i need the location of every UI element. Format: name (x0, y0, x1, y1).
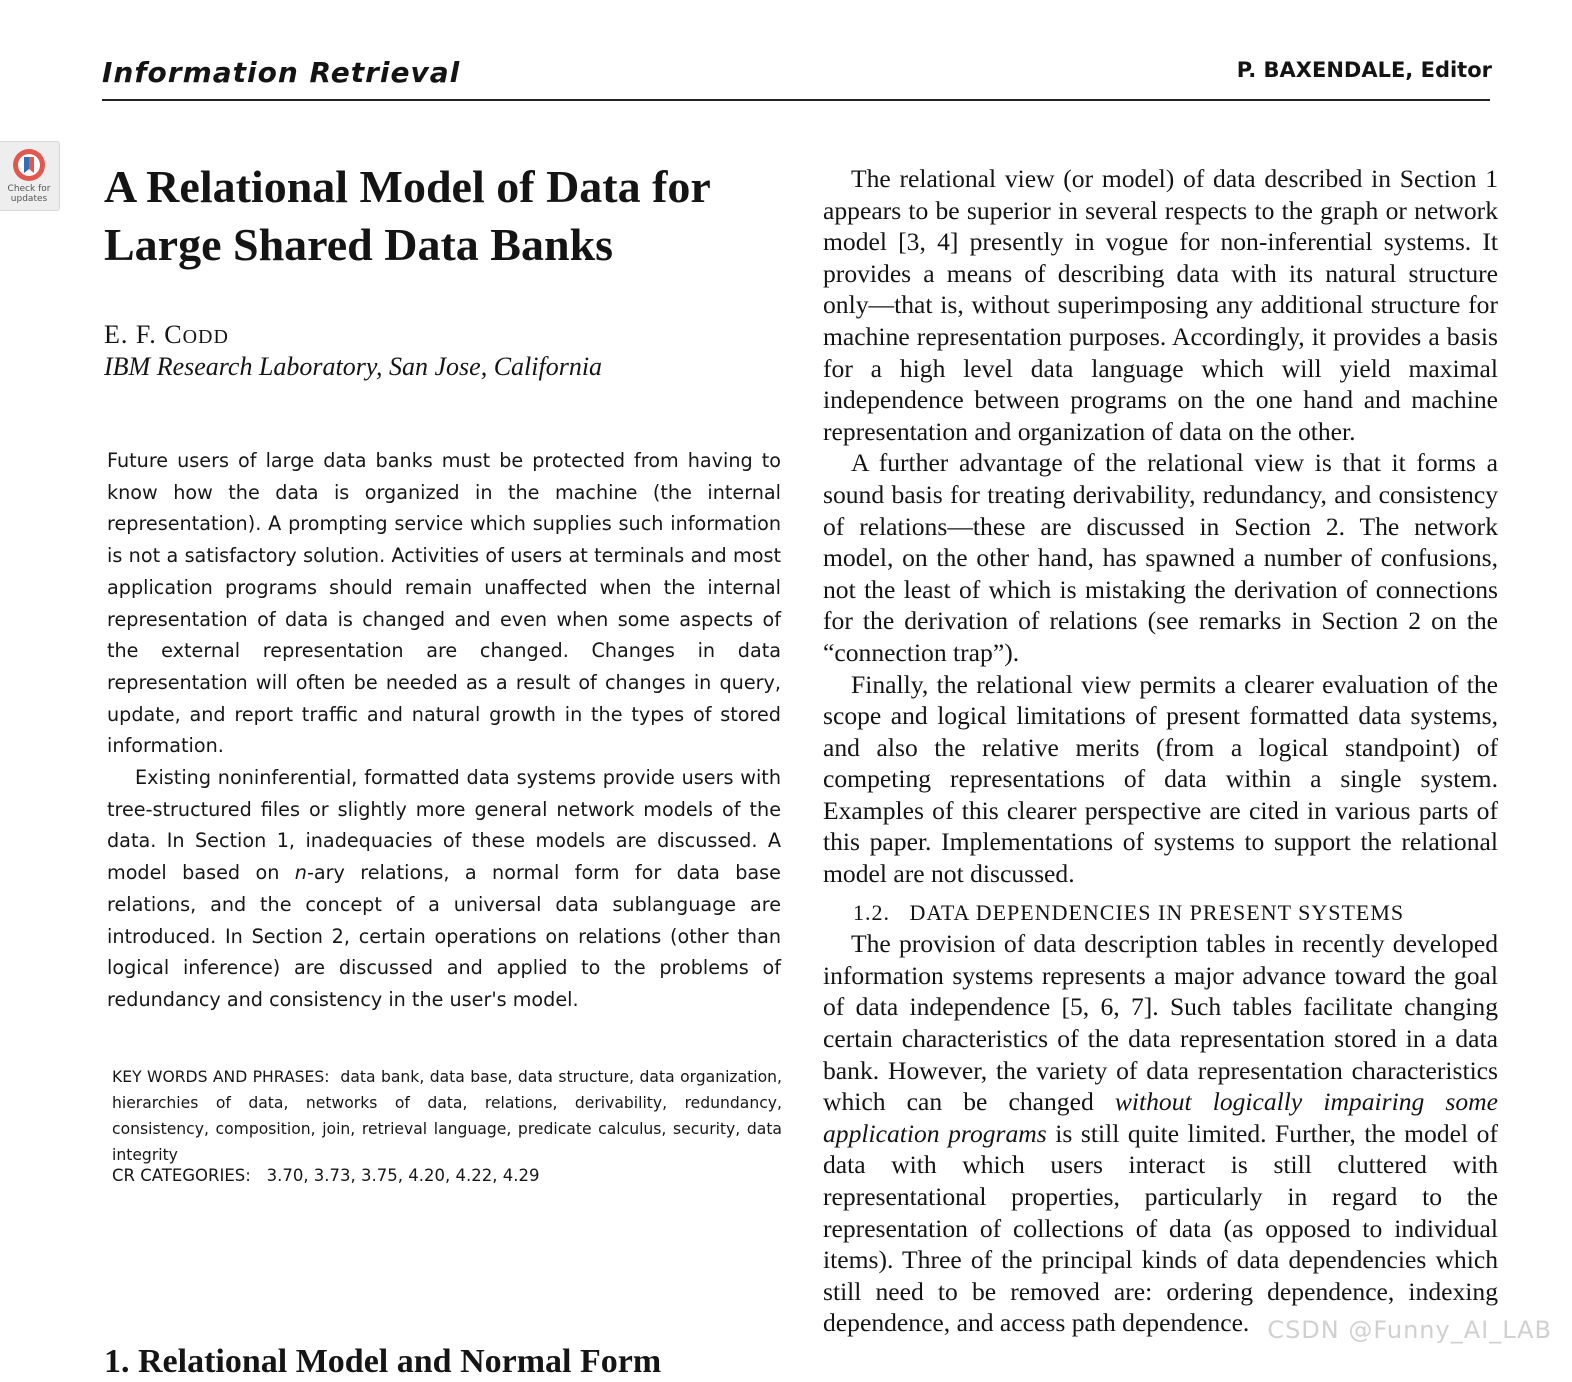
watermark: CSDN @Funny_AI_LAB (1267, 1316, 1552, 1344)
body-paragraph-1: The relational view (or model) of data described in Section 1 appears to be superior in several respects to the graph or network model [3, 4] presently in vogue for non-inferential systems. It provides a means of describing data with its natural structure only—that is, without superimposing any additional structure for machine representation purposes. Accordingly, it provides a basis for a high level data language which will yield maximal independence between programs on the one hand and machine representation and organization of data on the other. (823, 164, 1498, 446)
body-p4-part-1: The provision of data description tables in recently developed information systems represents a major advance toward the goal of data independence [5, 6, 7]. Such tables facilitate changing certain characteristics of the data representation stored in a data bank. However, the variety of data representation characteristics which can be changed (823, 929, 1498, 1117)
author-name-initials: E. F. C (104, 320, 183, 349)
author-name (104, 320, 229, 350)
subsection-title: DATA DEPENDENCIES IN PRESENT SYSTEMS (909, 899, 1405, 925)
abstract-paragraph-1: Future users of large data banks must be protected from having to know how the data is organized in the machine (the internal representation). A prompting service which supplies such information is not a satisfactory solution. Activities of users at terminals and most application programs should remain unaffected when the internal representation of data is changed and even when some aspects of the external representation are changed. Changes in data representation will often be needed as a result of changes in query, update, and report traffic and natural growth in the types of stored information. (107, 449, 781, 758)
abstract-p2-part-1: Existing noninferential, formatted data systems provide users with tree-structured files or slightly more general network models of the data. In Section 1, inadequacies of these models are discussed. A model based on (107, 766, 781, 885)
editor-credit: P. BAXENDALE, Editor (1236, 58, 1492, 82)
body-paragraph-3: Finally, the relational view permits a clearer evaluation of the scope and logical limitations of present formatted data systems, and also the relative merits (from a logical standpoint) of competing representations of data within a single system. Examples of this clearer perspective are cited in various parts of this paper. Implementations of systems to support the relational model are not discussed. (823, 669, 1498, 889)
check-for-updates-label: Check for updates (7, 184, 51, 204)
subsection-heading (853, 897, 1498, 929)
abstract-p2-italic: n (294, 861, 307, 885)
cr-categories-text: 3.70, 3.73, 3.75, 4.20, 4.22, 4.29 (266, 1166, 540, 1185)
paper-title: A Relational Model of Data for Large Shared Data Banks (104, 161, 711, 270)
abstract-paragraph-2 (107, 762, 781, 1016)
body-p4-part-2: is still quite limited. Further, the model of data with which users interact is still cluttered with representational properties, particularly in regard to the representation of collections of data (as opposed to individual items). Three of the principal kinds of data dependencies which still need to be removed are: ordering dependence, indexing dependence, and access path dependence. (823, 1118, 1498, 1338)
subsection-number: 1.2. (853, 899, 890, 925)
body-p4-italic: without logically impairing some application programs (823, 1087, 1498, 1148)
body-paragraph-4 (823, 928, 1498, 1339)
author-affiliation: IBM Research Laboratory, San Jose, California (104, 352, 603, 381)
keywords-block (112, 1064, 782, 1168)
keywords-text: data bank, data base, data structure, data organization, hierarchies of data, networks of data, relations, derivability, redundancy, consistency, composition, join, retrieval language, predicate calculus, security, data integrity (112, 1068, 782, 1164)
check-for-updates-icon (9, 145, 49, 185)
header-divider (102, 99, 1490, 101)
cr-categories-label: CR CATEGORIES: (112, 1166, 251, 1185)
abstract-p2-part-2: -ary relations, a normal form for data base relations, and the concept of a universal data sublanguage are introduced. In Section 2, certain operations on relations (other than logical inference) are discussed and applied to the problems of redundancy and consistency in the user's model. (107, 861, 781, 1011)
section-1-heading: 1. Relational Model and Normal Form (104, 1343, 662, 1380)
keywords-label: KEY WORDS AND PHRASES: (112, 1068, 330, 1086)
author-name-smallcaps: ODD (182, 326, 229, 348)
journal-section-title: Information Retrieval (102, 56, 461, 89)
check-for-updates-button[interactable] (0, 141, 60, 211)
body-text-column (823, 163, 1498, 1339)
abstract (107, 445, 781, 1016)
body-paragraph-2: A further advantage of the relational view is that it forms a sound basis for treating derivability, redundancy, and consistency of relations—these are discussed in Section 2. The network model, on the other hand, has spawned a number of confusions, not the least of which is mistaking the derivation of connections for the derivation of relations (see remarks in Section 2 on the “connection trap”). (823, 448, 1498, 667)
cr-categories (112, 1166, 539, 1185)
